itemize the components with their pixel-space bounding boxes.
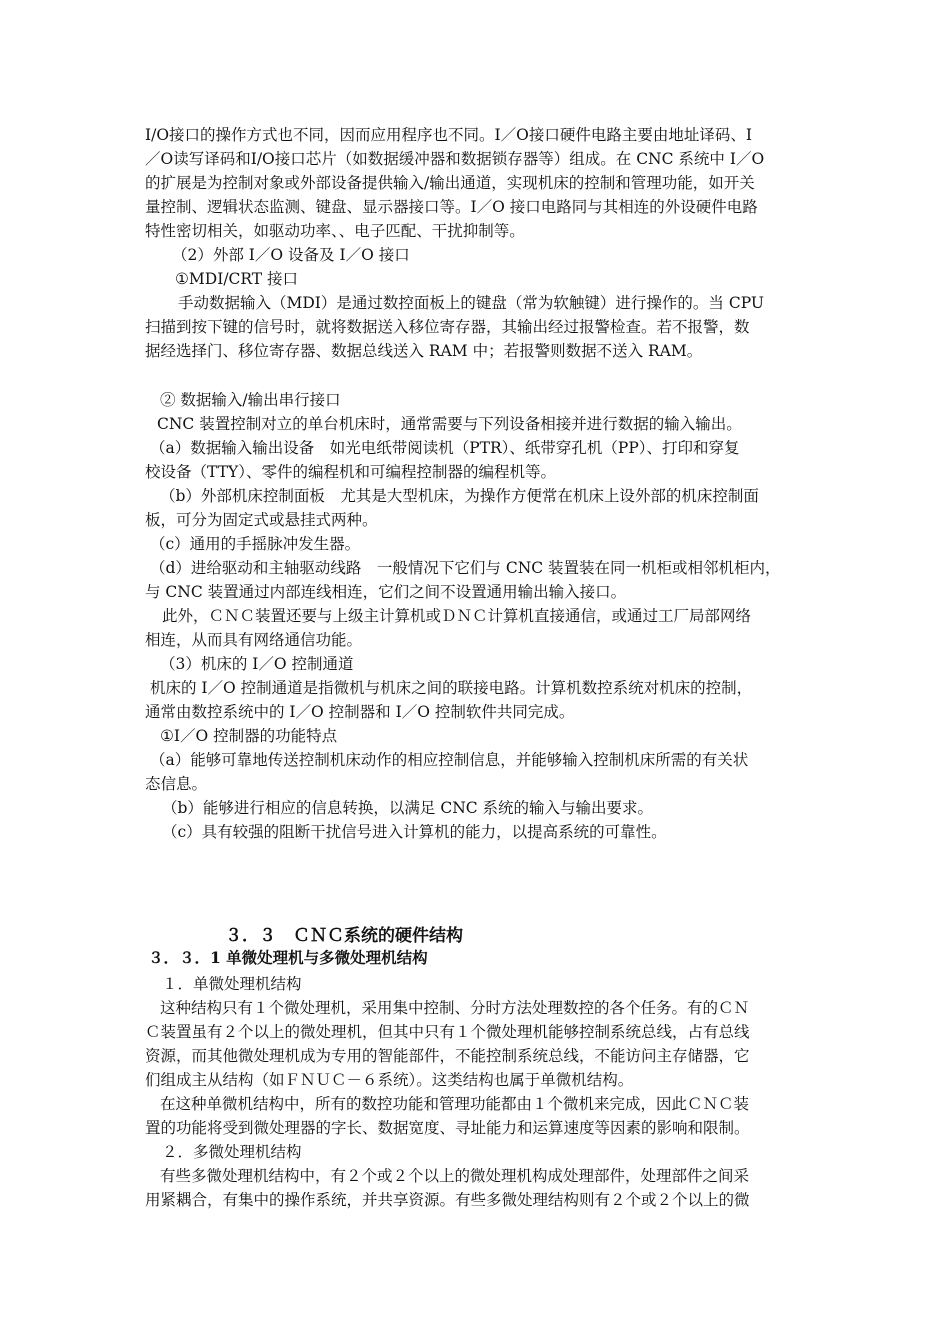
single-text-2-line: 置的功能将受到微处理器的字长、数据宽度、寻址能力和运算速度等因素的影响和限制。 [145, 1119, 750, 1137]
device-b-line: 板，可分为固定式或悬挂式两种。 [145, 511, 378, 529]
subsection-heading: ３．３．1 单微处理机与多微处理机结构 [148, 948, 428, 967]
single-text-line: Ｃ装置虽有２个以上的微处理机，但其中只有１个微处理机能够控制系统总线，占有总线 [145, 1023, 750, 1041]
mdi-text-line: 扫描到按下键的信号时，就将数据送入移位寄存器，其输出经过报警检查。若不报警，数 [145, 318, 750, 336]
paragraph-line: 的扩展是为控制对象或外部设备提供输入/输出通道，实现机床的控制和管理功能，如开关 [145, 174, 755, 192]
network-line: 此外，ＣＮＣ装置还要与上级主计算机或ＤＮＣ计算机直接通信，或通过工厂局部网络 [162, 607, 752, 625]
feature-b: （b）能够进行相应的信息转换，以满足 CNC 系统的输入与输出要求。 [162, 799, 654, 817]
paragraph-line: 特性密切相关，如驱动功率、、电子匹配、干扰抑制等。 [145, 222, 525, 240]
device-b-line: （b）外部机床控制面板 尤其是大型机床，为操作方便常在机床上设外部的机床控制面 [160, 487, 759, 505]
mdi-text-line: 手动数据输入（MDI）是通过数控面板上的键盘（常为软触键）进行操作的。当 CPU [178, 294, 764, 312]
single-text-line: 资源，而其他微处理机成为专用的智能部件，不能控制系统总线，不能访问主存储器，它 [145, 1047, 750, 1065]
paragraph-line: ／O读写译码和I/O接口芯片（如数据缓冲器和数据锁存器等）组成。在 CNC 系统中 I／O [145, 150, 765, 168]
single-text-line: 们组成主从结构（如ＦＮＵＣ－６系统）。这类结构也属于单微机结构。 [145, 1071, 634, 1089]
device-a-line: （a）数据输入输出设备 如光电纸带阅读机（PTR）、纸带穿孔机（PP）、打印和穿复 [150, 439, 740, 457]
mdi-title: ①MDI/CRT 接口 [175, 270, 299, 288]
feature-a-line: （a）能够可靠地传送控制机床动作的相应控制信息，并能够输入控制机床所需的有关状 [150, 751, 749, 769]
single-title: １．单微处理机结构 [162, 975, 302, 993]
multi-title: ２．多微处理机结构 [162, 1143, 302, 1161]
device-d-line: （d）进给驱动和主轴驱动线路 一般情况下它们与 CNC 装置装在同一机柜或相邻机柜内， [150, 559, 781, 577]
mdi-text-line: 据经选择门、移位寄存器、数据总线送入 RAM 中；若报警则数据不送入 RAM。 [145, 342, 703, 360]
multi-text-line: 用紧耦合，有集中的操作系统，并共享资源。有些多微处理结构则有２个或２个以上的微 [145, 1191, 750, 1209]
multi-text-line: 有些多微处理机结构中，有２个或２个以上的微处理机构成处理部件，处理部件之间采 [160, 1167, 750, 1185]
feature-c: （c）具有较强的阻断干扰信号进入计算机的能力，以提高系统的可靠性。 [162, 823, 667, 841]
single-text-line: 这种结构只有１个微处理机，采用集中控制、分时方法处理数控的各个任务。有的ＣＮ [160, 999, 750, 1017]
single-text-2-line: 在这种单微机结构中，所有的数控功能和管理功能都由１个微机来完成，因此ＣＮＣ装 [160, 1095, 750, 1113]
paragraph-line: 量控制、逻辑状态监测、键盘、显示器接口等。I／O 接口电路同与其相连的外设硬件电路 [145, 198, 758, 216]
device-c: （c）通用的手摇脉冲发生器。 [150, 535, 361, 553]
feature-a-line: 态信息。 [145, 775, 208, 793]
device-d-line: 与 CNC 装置通过内部连线相连，它们之间不设置通用输出输入接口。 [145, 583, 627, 601]
network-line: 相连，从而具有网络通信功能。 [145, 631, 363, 649]
item-3-title: （3）机床的 I／O 控制通道 [160, 655, 354, 673]
paragraph-line: I/O接口的操作方式也不同，因而应用程序也不同。I／O接口硬件电路主要由地址译码、I [145, 126, 753, 144]
serial-title: ② 数据输入/输出串行接口 [160, 391, 341, 409]
item-3-text-line: 通常由数控系统中的 I／O 控制器和 I／O 控制软件共同完成。 [145, 703, 575, 721]
device-a-line: 校设备（TTY）、零件的编程机和可编程控制器的编程机等。 [145, 463, 556, 481]
controller-title: ①I／O 控制器的功能特点 [160, 727, 338, 745]
item-3-text-line: 机床的 I／O 控制通道是指微机与机床之间的联接电路。计算机数控系统对机床的控制， [150, 679, 753, 697]
section-heading: ３．３ ＣＮＣ系统的硬件结构 [225, 926, 463, 946]
serial-intro: CNC 装置控制对立的单台机床时，通常需要与下列设备相接并进行数据的输入输出。 [157, 415, 742, 433]
item-2-title: （2）外部 I／O 设备及 I／O 接口 [172, 246, 410, 264]
